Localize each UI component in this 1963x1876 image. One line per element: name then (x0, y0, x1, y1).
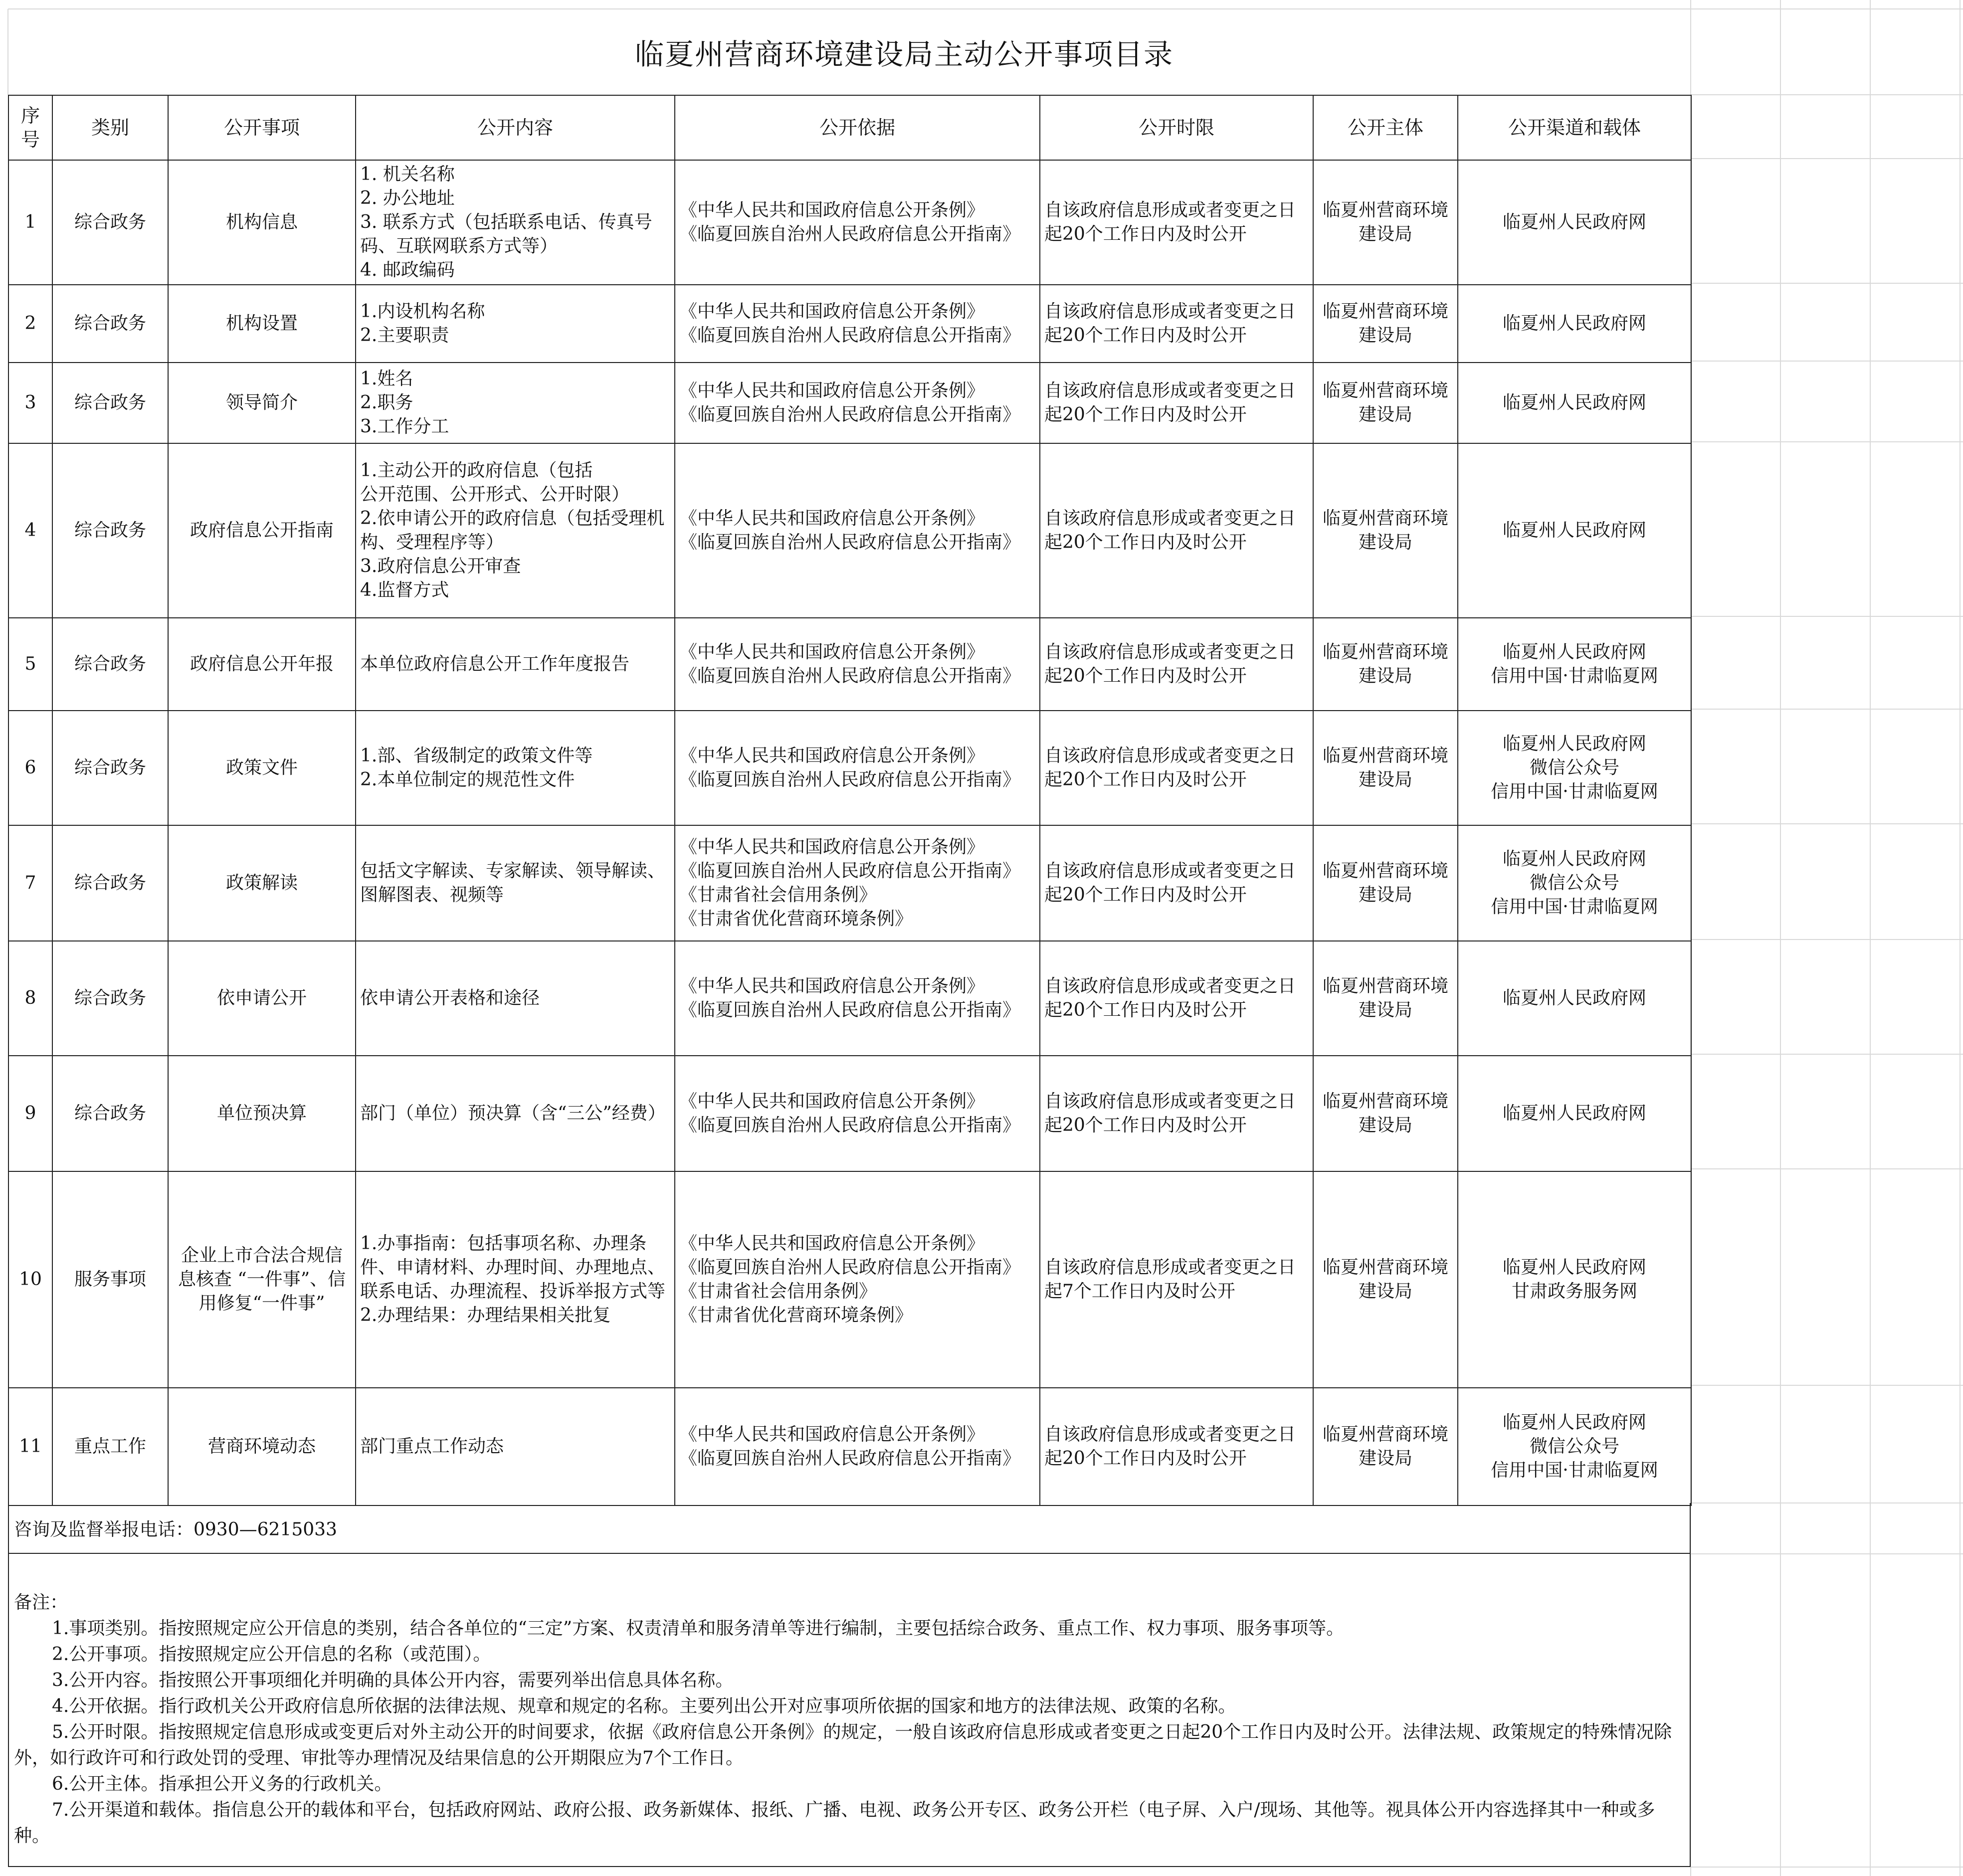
cell-subject: 临夏州营商环境建设局 (1313, 941, 1458, 1056)
cell-basis: 《中华人民共和国政府信息公开条例》 《临夏回族自治州人民政府信息公开指南》 (675, 941, 1040, 1056)
cell-category: 综合政务 (52, 941, 168, 1056)
cell-channel: 临夏州人民政府网 微信公众号 信用中国·甘肃临夏网 (1458, 825, 1691, 941)
header-category: 类别 (52, 95, 168, 160)
cell-no: 7 (8, 825, 52, 941)
cell-channel: 临夏州人民政府网 (1458, 285, 1691, 363)
cell-content: 本单位政府信息公开工作年度报告 (356, 618, 675, 711)
cell-time: 自该政府信息形成或者变更之日起20个工作日内及时公开 (1040, 711, 1313, 825)
table-row (8, 285, 1691, 363)
cell-time: 自该政府信息形成或者变更之日起20个工作日内及时公开 (1040, 285, 1313, 363)
cell-subject: 临夏州营商环境建设局 (1313, 711, 1458, 825)
cell-category: 综合政务 (52, 443, 168, 618)
cell-basis: 《中华人民共和国政府信息公开条例》 《临夏回族自治州人民政府信息公开指南》 (675, 618, 1040, 711)
cell-channel: 临夏州人民政府网 (1458, 160, 1691, 285)
cell-basis: 《中华人民共和国政府信息公开条例》 《临夏回族自治州人民政府信息公开指南》 (675, 711, 1040, 825)
cell-subject: 临夏州营商环境建设局 (1313, 1388, 1458, 1505)
table-row (8, 363, 1691, 443)
cell-content: 1.部、省级制定的政策文件等 2.本单位制定的规范性文件 (356, 711, 675, 825)
cell-category: 综合政务 (52, 711, 168, 825)
cell-no: 1 (8, 160, 52, 285)
cell-item: 政府信息公开年报 (168, 618, 356, 711)
page-title: 临夏州营商环境建设局主动公开事项目录 (634, 37, 1174, 71)
cell-category: 综合政务 (52, 363, 168, 443)
cell-time: 自该政府信息形成或者变更之日起7个工作日内及时公开 (1040, 1171, 1313, 1388)
note-item: 5.公开时限。指按照规定信息形成或变更后对外主动公开的时间要求，依据《政府信息公开条例》的规定，一般自该政府信息形成或者变更之日起20个工作日内及时公开。法律法规、政策规定的特殊情况除外，如行政许可和行政处罚的受理、审批等办理情况及结果信息的公开期限应为7个工作日。 (14, 1722, 1672, 1768)
note-item: 1.事项类别。指按照规定应公开信息的类别，结合各单位的“三定”方案、权责清单和服务清单等进行编制，主要包括综合政务、重点工作、权力事项、服务事项等。 (52, 1618, 1345, 1639)
header-no: 序号 (8, 95, 52, 160)
cell-category: 服务事项 (52, 1171, 168, 1388)
cell-channel: 临夏州人民政府网 (1458, 1056, 1691, 1171)
cell-item: 政策解读 (168, 825, 356, 941)
cell-time: 自该政府信息形成或者变更之日起20个工作日内及时公开 (1040, 618, 1313, 711)
cell-item: 机构设置 (168, 285, 356, 363)
cell-basis: 《中华人民共和国政府信息公开条例》 《临夏回族自治州人民政府信息公开指南》 《甘肃省社会信用条例》 《甘肃省优化营商环境条例》 (675, 1171, 1040, 1388)
cell-content: 1.主动公开的政府信息（包括 公开范围、公开形式、公开时限） 2.依申请公开的政府信息（包括受理机构、受理程序等） 3.政府信息公开审查 4.监督方式 (356, 443, 675, 618)
notes-heading: 备注： (14, 1592, 68, 1613)
cell-content: 部门（单位）预决算（含“三公”经费） (356, 1056, 675, 1171)
cell-content: 依申请公开表格和途径 (356, 941, 675, 1056)
notes-section (8, 1554, 1691, 1867)
cell-no: 11 (8, 1388, 52, 1505)
table-row (8, 1171, 1691, 1388)
cell-channel: 临夏州人民政府网 信用中国·甘肃临夏网 (1458, 618, 1691, 711)
cell-no: 4 (8, 443, 52, 618)
table-row (8, 160, 1691, 285)
cell-no: 5 (8, 618, 52, 711)
cell-subject: 临夏州营商环境建设局 (1313, 1171, 1458, 1388)
header-subject: 公开主体 (1313, 95, 1458, 160)
cell-no: 8 (8, 941, 52, 1056)
table-row (8, 711, 1691, 825)
cell-no: 2 (8, 285, 52, 363)
table-row (8, 443, 1691, 618)
header-channel: 公开渠道和载体 (1458, 95, 1691, 160)
cell-subject: 临夏州营商环境建设局 (1313, 363, 1458, 443)
table-row (8, 1388, 1691, 1505)
cell-time: 自该政府信息形成或者变更之日起20个工作日内及时公开 (1040, 160, 1313, 285)
cell-channel: 临夏州人民政府网 甘肃政务服务网 (1458, 1171, 1691, 1388)
table-row (8, 941, 1691, 1056)
cell-category: 综合政务 (52, 285, 168, 363)
table-row (8, 618, 1691, 711)
document-sheet (8, 9, 1691, 1867)
cell-no: 6 (8, 711, 52, 825)
cell-no: 3 (8, 363, 52, 443)
header-content: 公开内容 (356, 95, 675, 160)
header-time: 公开时限 (1040, 95, 1313, 160)
cell-subject: 临夏州营商环境建设局 (1313, 1056, 1458, 1171)
cell-category: 综合政务 (52, 160, 168, 285)
note-item: 3.公开内容。指按照公开事项细化并明确的具体公开内容，需要列举出信息具体名称。 (52, 1670, 734, 1690)
cell-basis: 《中华人民共和国政府信息公开条例》 《临夏回族自治州人民政府信息公开指南》 (675, 1388, 1040, 1505)
cell-subject: 临夏州营商环境建设局 (1313, 443, 1458, 618)
cell-time: 自该政府信息形成或者变更之日起20个工作日内及时公开 (1040, 363, 1313, 443)
cell-subject: 临夏州营商环境建设局 (1313, 285, 1458, 363)
cell-content: 1. 机关名称 2. 办公地址 3. 联系方式（包括联系电话、传真号码、互联网联系方式等） 4. 邮政编码 (356, 160, 675, 285)
cell-channel: 临夏州人民政府网 (1458, 443, 1691, 618)
cell-category: 重点工作 (52, 1388, 168, 1505)
cell-item: 机构信息 (168, 160, 356, 285)
cell-subject: 临夏州营商环境建设局 (1313, 825, 1458, 941)
cell-content: 部门重点工作动态 (356, 1388, 675, 1505)
cell-item: 单位预决算 (168, 1056, 356, 1171)
note-item: 6.公开主体。指承担公开义务的行政机关。 (52, 1774, 393, 1794)
cell-subject: 临夏州营商环境建设局 (1313, 160, 1458, 285)
cell-subject: 临夏州营商环境建设局 (1313, 618, 1458, 711)
cell-item: 企业上市合法合规信息核查 “一件事”、信用修复“一件事” (168, 1171, 356, 1388)
cell-content: 1.办事指南：包括事项名称、办理条件、申请材料、办理时间、办理地点、联系电话、办理流程、投诉举报方式等 2.办理结果：办理结果相关批复 (356, 1171, 675, 1388)
cell-channel: 临夏州人民政府网 微信公众号 信用中国·甘肃临夏网 (1458, 711, 1691, 825)
table-row (8, 1056, 1691, 1171)
cell-item: 营商环境动态 (168, 1388, 356, 1505)
cell-category: 综合政务 (52, 618, 168, 711)
cell-time: 自该政府信息形成或者变更之日起20个工作日内及时公开 (1040, 443, 1313, 618)
note-item: 2.公开事项。指按照规定应公开信息的名称（或范围）。 (52, 1644, 491, 1665)
cell-item: 政府信息公开指南 (168, 443, 356, 618)
table-row (8, 825, 1691, 941)
cell-item: 政策文件 (168, 711, 356, 825)
cell-basis: 《中华人民共和国政府信息公开条例》 《临夏回族自治州人民政府信息公开指南》 (675, 363, 1040, 443)
cell-item: 依申请公开 (168, 941, 356, 1056)
cell-basis: 《中华人民共和国政府信息公开条例》 《临夏回族自治州人民政府信息公开指南》 (675, 285, 1040, 363)
note-item: 7.公开渠道和载体。指信息公开的载体和平台，包括政府网站、政府公报、政务新媒体、报纸、广播、电视、政务公开专区、政务公开栏（电子屏、入户/现场、其他等。视具体公开内容选择其中一种或多种。 (14, 1800, 1655, 1846)
cell-channel: 临夏州人民政府网 微信公众号 信用中国·甘肃临夏网 (1458, 1388, 1691, 1505)
cell-no: 10 (8, 1171, 52, 1388)
cell-content: 1.内设机构名称 2.主要职责 (356, 285, 675, 363)
cell-content: 1.姓名 2.职务 3.工作分工 (356, 363, 675, 443)
header-basis: 公开依据 (675, 95, 1040, 160)
cell-basis: 《中华人民共和国政府信息公开条例》 《临夏回族自治州人民政府信息公开指南》 《甘肃省社会信用条例》 《甘肃省优化营商环境条例》 (675, 825, 1040, 941)
cell-no: 9 (8, 1056, 52, 1171)
cell-channel: 临夏州人民政府网 (1458, 363, 1691, 443)
cell-content: 包括文字解读、专家解读、领导解读、图解图表、视频等 (356, 825, 675, 941)
cell-basis: 《中华人民共和国政府信息公开条例》 《临夏回族自治州人民政府信息公开指南》 (675, 1056, 1040, 1171)
cell-time: 自该政府信息形成或者变更之日起20个工作日内及时公开 (1040, 941, 1313, 1056)
cell-time: 自该政府信息形成或者变更之日起20个工作日内及时公开 (1040, 1388, 1313, 1505)
cell-basis: 《中华人民共和国政府信息公开条例》 《临夏回族自治州人民政府信息公开指南》 (675, 443, 1040, 618)
header-row (8, 95, 1691, 160)
cell-basis: 《中华人民共和国政府信息公开条例》 《临夏回族自治州人民政府信息公开指南》 (675, 160, 1040, 285)
header-item: 公开事项 (168, 95, 356, 160)
cell-category: 综合政务 (52, 825, 168, 941)
cell-time: 自该政府信息形成或者变更之日起20个工作日内及时公开 (1040, 1056, 1313, 1171)
note-item: 4.公开依据。指行政机关公开政府信息所依据的法律法规、规章和规定的名称。主要列出公开对应事项所依据的国家和地方的法律法规、政策的名称。 (52, 1696, 1236, 1716)
cell-time: 自该政府信息形成或者变更之日起20个工作日内及时公开 (1040, 825, 1313, 941)
cell-channel: 临夏州人民政府网 (1458, 941, 1691, 1056)
cell-category: 综合政务 (52, 1056, 168, 1171)
disclosure-table (8, 95, 1692, 1506)
consult-phone: 咨询及监督举报电话：0930—6215033 (8, 1503, 1691, 1554)
cell-item: 领导简介 (168, 363, 356, 443)
